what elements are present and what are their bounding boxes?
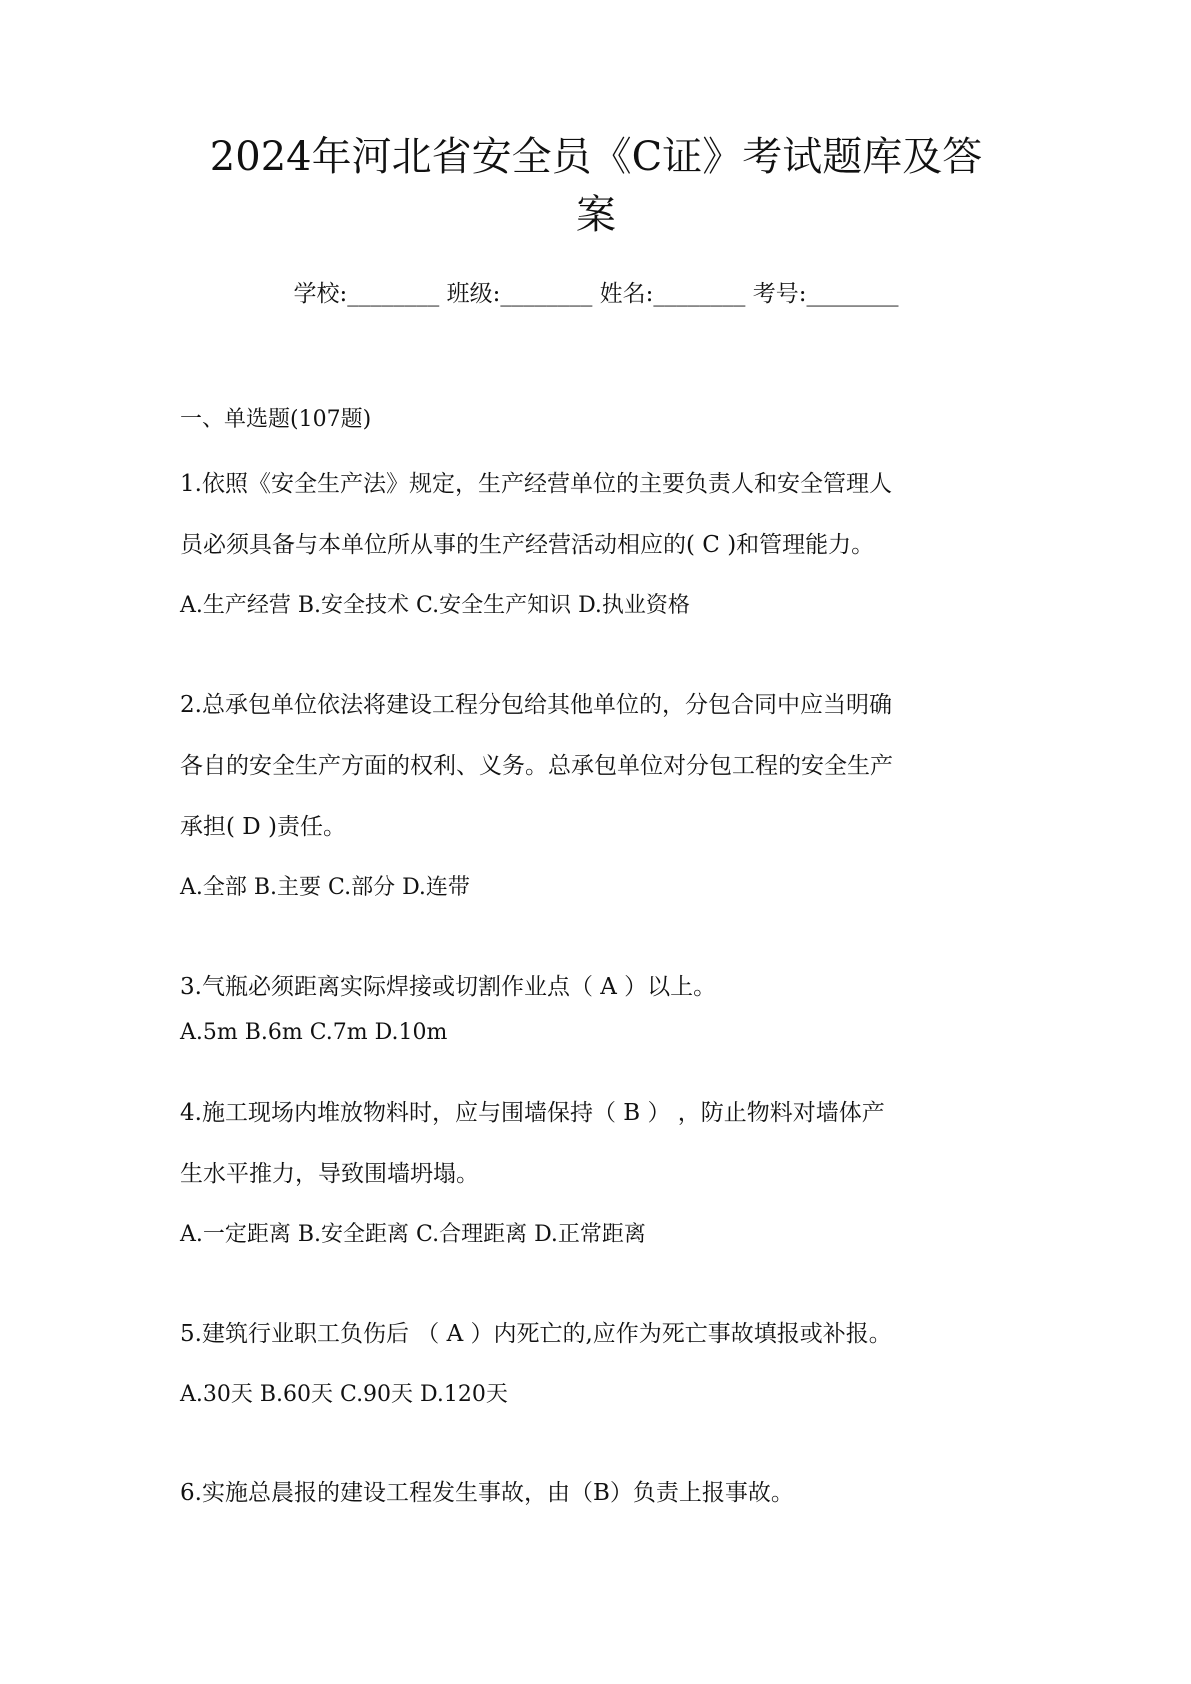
question-1-options: A.生产经营 B.安全技术 C.安全生产知识 D.执业资格 [180, 593, 690, 618]
question-6-line-1: 6.实施总晨报的建设工程发生事故，由（B）负责上报事故。 [180, 1480, 794, 1506]
document-title [170, 128, 1022, 244]
document-title-line-2: 案 [576, 192, 616, 238]
question-2-line-1: 2.总承包单位依法将建设工程分包给其他单位的，分包合同中应当明确 [180, 692, 892, 718]
question-4-options: A.一定距离 B.安全距离 C.合理距离 D.正常距离 [180, 1222, 646, 1247]
question-3-line-1: 3.气瓶必须距离实际焊接或切割作业点（ A ）以上。 [180, 974, 717, 1000]
question-4-line-1: 4.施工现场内堆放物料时，应与围墙保持（ B ） ，防止物料对墙体产 [180, 1100, 885, 1126]
question-5-line-1: 5.建筑行业职工负伤后 （ A ）内死亡的,应作为死亡事故填报或补报。 [180, 1321, 892, 1347]
question-4-line-2: 生水平推力，导致围墙坍塌。 [180, 1161, 479, 1187]
question-2-line-2: 各自的安全生产方面的权利、义务。总承包单位对分包工程的安全生产 [180, 753, 893, 779]
question-1-line-2: 员必须具备与本单位所从事的生产经营活动相应的( C )和管理能力。 [180, 532, 875, 558]
question-5-options: A.30天 B.60天 C.90天 D.120天 [180, 1382, 508, 1407]
question-3-options: A.5m B.6m C.7m D.10m [180, 1020, 448, 1045]
student-info-line: 学校:________ 班级:________ 姓名:________ 考号:________ [293, 281, 899, 307]
question-1-line-1: 1.依照《安全生产法》规定，生产经营单位的主要负责人和安全管理人 [180, 471, 892, 497]
section-title: 一、单选题(107题) [180, 407, 372, 432]
question-2-options: A.全部 B.主要 C.部分 D.连带 [180, 875, 470, 900]
document-title-line-1: 2024年河北省安全员《C证》考试题库及答 [209, 134, 983, 180]
question-2-line-3: 承担( D )责任。 [180, 814, 347, 840]
